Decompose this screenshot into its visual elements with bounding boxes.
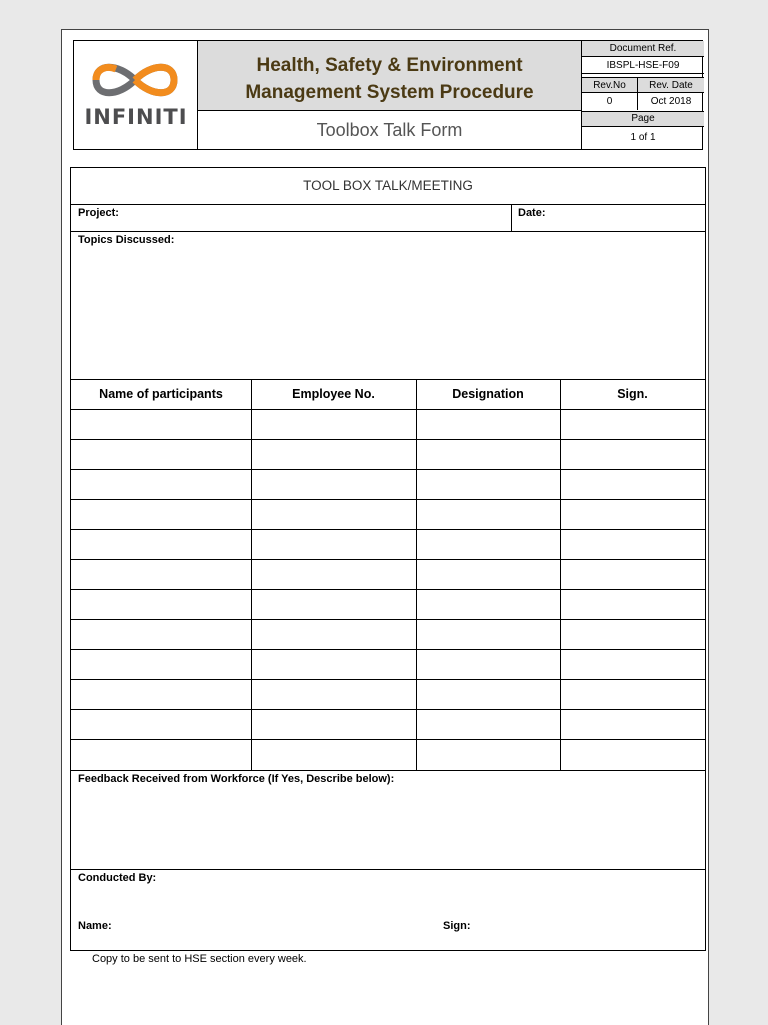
participant-sign-cell[interactable] [561,440,704,469]
table-row [71,530,705,559]
participant-designation-cell[interactable] [417,440,559,469]
participant-name-cell[interactable] [72,560,250,589]
page-value: 1 of 1 [630,132,656,143]
participant-sign-cell[interactable] [561,620,704,649]
participant-employee-no-cell[interactable] [252,410,415,439]
table-row [71,590,705,619]
participant-employee-no-cell[interactable] [252,710,415,739]
date-label: Date: [518,207,546,219]
participant-designation-cell[interactable] [417,680,559,709]
name-label: Name: [78,920,112,932]
participant-designation-cell[interactable] [417,710,559,739]
participant-sign-cell[interactable] [561,530,704,559]
participant-name-cell[interactable] [72,590,250,619]
project-field[interactable] [131,205,509,230]
participant-sign-cell[interactable] [561,590,704,619]
document-page [61,29,709,1025]
participant-designation-cell[interactable] [417,740,559,769]
table-row [71,500,705,529]
doc-ref-value: IBSPL-HSE-F09 [582,57,704,74]
participant-employee-no-cell[interactable] [252,740,415,769]
participant-sign-cell[interactable] [561,740,704,769]
footer-note: Copy to be sent to HSE section every week. [92,953,307,965]
participant-name-cell[interactable] [72,740,250,769]
title-line-2: Management System Procedure [245,82,534,103]
participant-employee-no-cell[interactable] [252,560,415,589]
participant-name-cell[interactable] [72,470,250,499]
col-header-employee-no: Employee No. [292,387,375,401]
participant-employee-no-cell[interactable] [252,530,415,559]
participant-sign-cell[interactable] [561,710,704,739]
participant-sign-cell[interactable] [561,500,704,529]
rev-no-label: Rev.No [582,77,638,93]
logo-wordmark: INFINITI [84,105,188,129]
rev-date-value: Oct 2018 [650,96,692,107]
table-row [71,470,705,499]
table-row [71,410,705,439]
form-heading: TOOL BOX TALK/MEETING [303,178,473,193]
participant-designation-cell[interactable] [417,620,559,649]
toolbox-talk-form [70,167,706,951]
participant-designation-cell[interactable] [417,560,559,589]
participant-name-cell[interactable] [72,530,250,559]
col-header-designation: Designation [452,387,524,401]
participant-designation-cell[interactable] [417,470,559,499]
table-row [71,650,705,679]
form-subtitle: Toolbox Talk Form [198,111,582,149]
participant-designation-cell[interactable] [417,410,559,439]
feedback-field[interactable] [73,790,703,866]
participant-employee-no-cell[interactable] [252,620,415,649]
participant-sign-cell[interactable] [561,470,704,499]
document-header [73,40,703,150]
participant-name-cell[interactable] [72,440,250,469]
participant-name-cell[interactable] [72,710,250,739]
participant-name-cell[interactable] [72,500,250,529]
infiniti-logo-icon [74,41,198,149]
project-label: Project: [78,207,119,219]
table-row [71,710,705,739]
doc-ref-label: Document Ref. [582,41,704,57]
topics-label: Topics Discussed: [78,234,175,246]
col-header-name: Name of participants [99,387,223,401]
table-row [71,440,705,469]
date-field[interactable] [553,205,703,230]
sign-field[interactable] [475,916,695,938]
participant-designation-cell[interactable] [417,650,559,679]
title-cell [198,41,582,111]
participant-name-cell[interactable] [72,680,250,709]
participant-sign-cell[interactable] [561,680,704,709]
logo-cell [74,41,198,149]
table-row [71,560,705,589]
participant-name-cell[interactable] [72,410,250,439]
topics-field[interactable] [73,250,703,376]
rev-date-label: Rev. Date [638,77,704,93]
participant-sign-cell[interactable] [561,650,704,679]
title-line-1: Health, Safety & Environment [256,55,523,76]
participant-employee-no-cell[interactable] [252,500,415,529]
name-field[interactable] [117,916,427,938]
conducted-by-label: Conducted By: [78,872,157,884]
page-label: Page [582,111,704,127]
table-row [71,740,705,769]
participant-employee-no-cell[interactable] [252,650,415,679]
participant-designation-cell[interactable] [417,500,559,529]
participant-designation-cell[interactable] [417,530,559,559]
participant-employee-no-cell[interactable] [252,590,415,619]
participant-sign-cell[interactable] [561,410,704,439]
participant-sign-cell[interactable] [561,560,704,589]
table-row [71,680,705,709]
participant-name-cell[interactable] [72,650,250,679]
sign-label: Sign: [443,920,471,932]
participant-name-cell[interactable] [72,620,250,649]
participant-employee-no-cell[interactable] [252,470,415,499]
col-header-sign: Sign. [617,387,648,401]
feedback-label: Feedback Received from Workforce (If Yes, Describe below): [78,773,395,785]
participant-designation-cell[interactable] [417,590,559,619]
table-row [71,620,705,649]
participant-employee-no-cell[interactable] [252,680,415,709]
rev-no-value: 0 [582,93,638,110]
participant-employee-no-cell[interactable] [252,440,415,469]
